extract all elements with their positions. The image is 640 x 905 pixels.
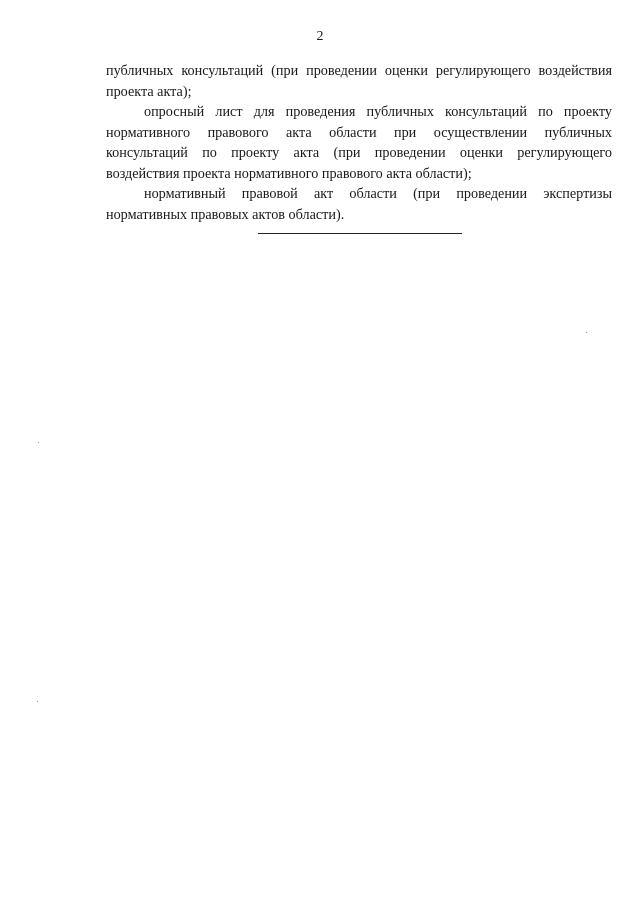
scan-speck bbox=[38, 442, 39, 443]
scan-speck bbox=[37, 701, 38, 702]
page-number: 2 bbox=[316, 29, 324, 44]
document-body bbox=[106, 61, 612, 225]
paragraph-continuation: публичных консультаций (при проведении оценки регулирующего воздействия проекта акта); bbox=[106, 63, 612, 100]
scan-speck bbox=[586, 332, 587, 333]
paragraph-normative-act: нормативный правовой акт области (при проведении экспертизы нормативных правовых актов области). bbox=[106, 186, 612, 223]
end-separator-line bbox=[258, 233, 462, 234]
paragraph-questionnaire: опросный лист для проведения публичных консультаций по проекту нормативного правового акта области при осуществлении публичных консультаций по проекту акта (при проведении оценки регулирующего воздействия проекта нормативного правового акта области); bbox=[106, 104, 612, 182]
